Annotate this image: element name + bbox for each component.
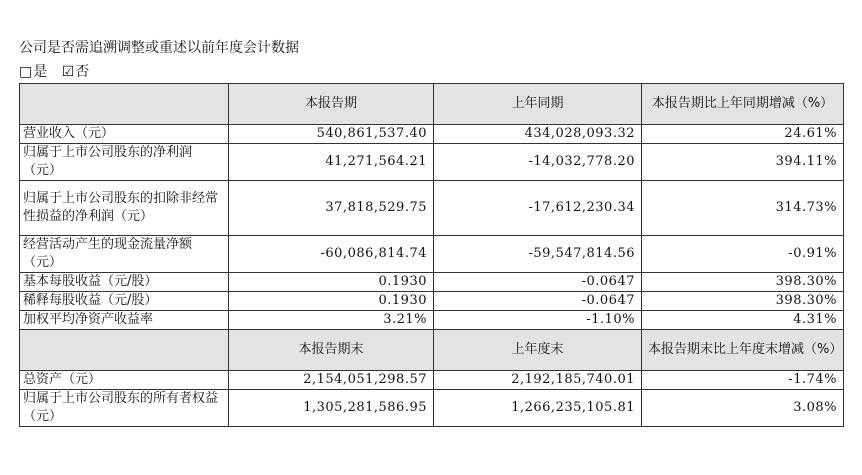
current-value: 37,818,529.75 xyxy=(229,181,434,236)
prior-value: -0.0647 xyxy=(434,292,642,311)
table-row xyxy=(20,311,844,330)
change-value: 314.73% xyxy=(642,181,844,236)
yes-label: 是 xyxy=(33,64,48,80)
prior-value: 434,028,093.32 xyxy=(434,125,642,144)
change-value: 398.30% xyxy=(642,273,844,292)
prior-value: -0.0647 xyxy=(434,273,642,292)
table-row xyxy=(20,181,844,236)
current-value: 3.21% xyxy=(229,311,434,330)
row-label: 经营活动产生的现金流量净额（元） xyxy=(20,236,229,273)
table-row xyxy=(20,292,844,311)
change-value: -1.74% xyxy=(642,371,844,390)
prior-value: 1,266,235,105.81 xyxy=(434,390,642,427)
current-value: 2,154,051,298.57 xyxy=(229,371,434,390)
row-label: 归属于上市公司股东的净利润（元） xyxy=(20,144,229,181)
change-value: 394.11% xyxy=(642,144,844,181)
no-label: 否 xyxy=(75,64,90,80)
change-value: 24.61% xyxy=(642,125,844,144)
row-label: 基本每股收益（元/股） xyxy=(20,273,229,292)
current-value: 0.1930 xyxy=(229,292,434,311)
current-value: 41,271,564.21 xyxy=(229,144,434,181)
row-label: 归属于上市公司股东的扣除非经常性损益的净利润（元） xyxy=(20,181,229,236)
financial-data-table xyxy=(19,83,844,427)
prior-value: -1.10% xyxy=(434,311,642,330)
unchecked-box-icon[interactable]: □ xyxy=(19,64,33,80)
checked-box-icon[interactable]: ☑ xyxy=(61,64,75,80)
table-row xyxy=(20,236,844,273)
row-label: 总资产（元） xyxy=(20,371,229,390)
prior-value: 2,192,185,740.01 xyxy=(434,371,642,390)
row-label: 加权平均净资产收益率 xyxy=(20,311,229,330)
restatement-checkboxes xyxy=(19,64,89,80)
row-label: 营业收入（元） xyxy=(20,125,229,144)
prior-value: -14,032,778.20 xyxy=(434,144,642,181)
prior-value: -59,547,814.56 xyxy=(434,236,642,273)
table-row xyxy=(20,390,844,427)
table-row xyxy=(20,273,844,292)
current-value: 0.1930 xyxy=(229,273,434,292)
change-value: 4.31% xyxy=(642,311,844,330)
table-row xyxy=(20,144,844,181)
change-value: 3.08% xyxy=(642,390,844,427)
header-change-pct: 本报告期比上年同期增减（%） xyxy=(642,84,844,125)
current-value: 1,305,281,586.95 xyxy=(229,390,434,427)
header-change-pct: 本报告期末比上年度末增减（%） xyxy=(642,330,844,371)
table-header-row xyxy=(20,84,844,125)
header-prior-year-end: 上年度末 xyxy=(434,330,642,371)
prior-value: -17,612,230.34 xyxy=(434,181,642,236)
header-prior-period: 上年同期 xyxy=(434,84,642,125)
row-label: 稀释每股收益（元/股） xyxy=(20,292,229,311)
table-row xyxy=(20,371,844,390)
current-value: 540,861,537.40 xyxy=(229,125,434,144)
header-period-end: 本报告期末 xyxy=(229,330,434,371)
table-subheader-row xyxy=(20,330,844,371)
row-label: 归属于上市公司股东的所有者权益（元） xyxy=(20,390,229,427)
table-row xyxy=(20,125,844,144)
header-current-period: 本报告期 xyxy=(229,84,434,125)
change-value: 398.30% xyxy=(642,292,844,311)
change-value: -0.91% xyxy=(642,236,844,273)
header-blank-cell xyxy=(20,84,229,125)
current-value: -60,086,814.74 xyxy=(229,236,434,273)
section-heading: 公司是否需追溯调整或重述以前年度会计数据 xyxy=(19,40,299,56)
header-blank-cell xyxy=(20,330,229,371)
